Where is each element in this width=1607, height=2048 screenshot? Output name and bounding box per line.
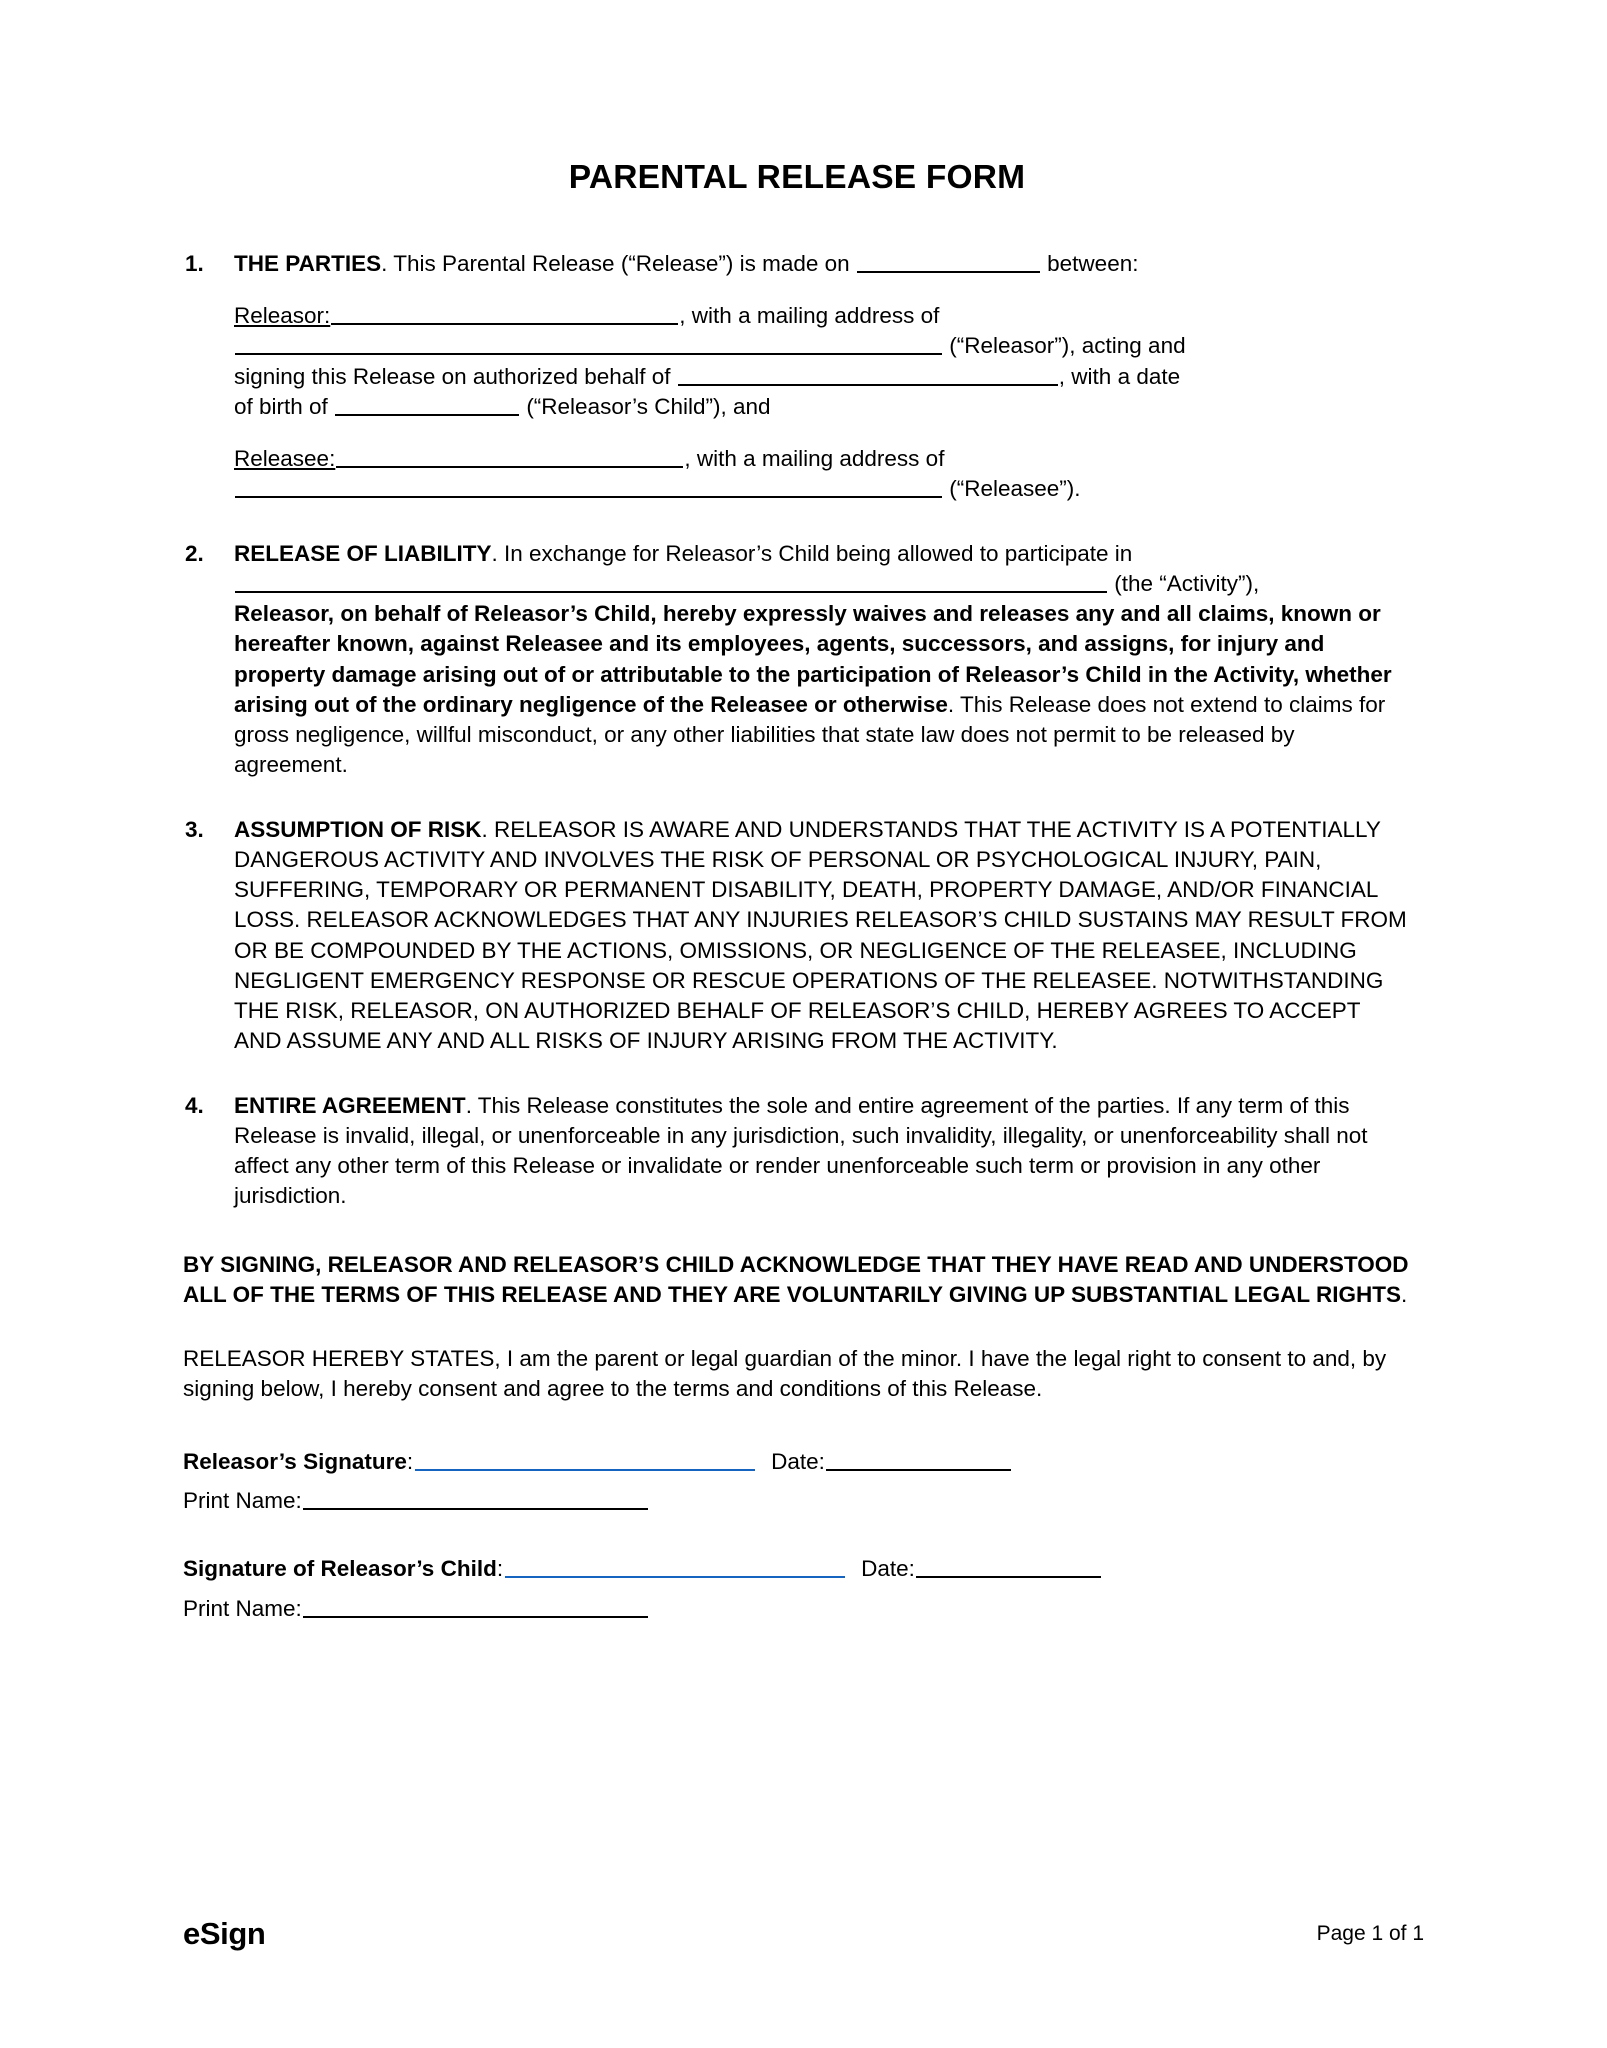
releasor-date-field[interactable] xyxy=(826,1447,1011,1471)
section-body-1 xyxy=(234,249,1411,505)
releasor-print-name-field[interactable] xyxy=(303,1487,648,1511)
child-signature-row xyxy=(183,1552,1411,1586)
section-1-heading: THE PARTIES xyxy=(234,250,382,276)
section-body-4 xyxy=(234,1091,1411,1212)
releasee-line-2-tail: (“Releasee”). xyxy=(943,476,1081,502)
section-body-3 xyxy=(234,815,1411,1057)
section-4-text: . This Release constitutes the sole and entire agreement of the parties. If any term of this Release is invalid, illegal, or unenforceable in any jurisdiction, such invalidity, illegality, or unenforceability shall not affect any other term of this Release or invalidate or render unenforceable such term or provision in any other jurisdiction. xyxy=(234,1092,1368,1209)
releasor-line-1-tail: , with a mailing address of xyxy=(679,303,940,329)
releasor-signature-field[interactable] xyxy=(415,1448,755,1471)
releasor-address-blank[interactable] xyxy=(235,332,942,356)
releasor-date-label: Date: xyxy=(771,1448,825,1474)
section-the-parties xyxy=(183,249,1411,505)
releasor-line-4-suffix: (“Releasor’s Child”), and xyxy=(520,393,771,419)
releasor-line-2-tail: (“Releasor”), acting and xyxy=(943,333,1186,359)
releasor-line-2 xyxy=(234,331,1411,361)
section-2-heading: RELEASE OF LIABILITY xyxy=(234,540,492,566)
section-4-heading: ENTIRE AGREEMENT xyxy=(234,1092,466,1118)
section-release-of-liability xyxy=(183,539,1411,781)
section-entire-agreement xyxy=(183,1091,1411,1212)
section-number-2: 2. xyxy=(185,540,204,566)
child-print-name-row xyxy=(183,1592,1411,1626)
releasor-child-name-blank[interactable] xyxy=(678,362,1058,386)
section-1-intro-tail: between: xyxy=(1040,250,1139,276)
releasor-signature-colon: : xyxy=(406,1448,414,1474)
releasor-line-4-prefix: of birth of xyxy=(234,393,335,419)
child-signature-label: Signature of Releasor’s Child xyxy=(183,1556,497,1582)
child-print-name-field[interactable] xyxy=(303,1594,648,1618)
section-1-intro-text: . This Parental Release (“Release”) is made on xyxy=(381,250,856,276)
child-signature-group xyxy=(183,1552,1411,1626)
section-number-4: 4. xyxy=(185,1092,204,1118)
child-signature-field[interactable] xyxy=(505,1556,845,1579)
releasor-signature-label: Releasor’s Signature xyxy=(183,1448,407,1474)
section-2-waiver xyxy=(234,599,1411,781)
acknowledgement-bold-period: . xyxy=(1401,1281,1408,1307)
releasor-line-1 xyxy=(234,301,1411,331)
section-2-line-1 xyxy=(234,539,1411,569)
section-number-1: 1. xyxy=(185,250,204,276)
releasor-signature-group xyxy=(183,1445,1411,1519)
esign-logo: eSign xyxy=(183,1916,266,1951)
releasee-line-1 xyxy=(234,444,1411,474)
section-2-tail: . This Release does not extend to claims for gross negligence, willful misconduct, or any other liabilities that state law does not permit to be released by agreement. xyxy=(234,691,1386,778)
releasor-line-3-suffix: , with a date xyxy=(1058,363,1181,389)
section-body-2 xyxy=(234,539,1411,781)
section-assumption-of-risk xyxy=(183,815,1411,1057)
section-2-line-2 xyxy=(234,569,1411,599)
section-1-intro xyxy=(234,249,1411,279)
releasee-line-1-tail: , with a mailing address of xyxy=(684,446,945,472)
child-signature-colon: : xyxy=(496,1556,504,1582)
child-date-label: Date: xyxy=(861,1556,915,1582)
releasor-line-3-prefix: signing this Release on authorized behalf of xyxy=(234,363,677,389)
releasor-print-name-label: Print Name: xyxy=(183,1488,302,1514)
releasor-states-statement: RELEASOR HEREBY STATES, I am the parent or legal guardian of the minor. I have the legal right to consent to and, by signing below, I hereby consent and agree to the terms and conditions of this Release. xyxy=(183,1346,1387,1402)
releasee-name-blank[interactable] xyxy=(336,444,683,468)
releasor-block xyxy=(234,301,1411,422)
child-date-field[interactable] xyxy=(916,1554,1101,1578)
releasee-address-blank[interactable] xyxy=(235,475,942,499)
section-number-3: 3. xyxy=(185,816,204,842)
acknowledgement-bold-statement xyxy=(183,1250,1411,1311)
child-dob-blank[interactable] xyxy=(335,392,519,416)
releasor-name-blank[interactable] xyxy=(331,301,678,325)
section-4-paragraph xyxy=(234,1091,1411,1212)
releasee-line-2 xyxy=(234,474,1411,504)
releasor-label: Releasor: xyxy=(234,303,331,329)
releasor-signature-row xyxy=(183,1445,1411,1479)
activity-blank[interactable] xyxy=(235,569,1107,593)
section-3-heading: ASSUMPTION OF RISK xyxy=(234,816,482,842)
releasee-block xyxy=(234,444,1411,505)
section-2-intro-text: . In exchange for Releasor’s Child being allowed to participate in xyxy=(491,540,1133,566)
section-2-activity-tail: (the “Activity”), xyxy=(1108,570,1260,596)
child-print-name-label: Print Name: xyxy=(183,1595,302,1621)
releasor-print-name-row xyxy=(183,1484,1411,1518)
date-blank-field[interactable] xyxy=(857,249,1040,273)
section-3-text: . RELEASOR IS AWARE AND UNDERSTANDS THAT THE ACTIVITY IS A POTENTIALLY DANGEROUS ACTIVITY AND INVOLVES THE RISK OF PERSONAL OR PSYCHOLOGICAL INJURY, PAIN, SUFFERING, TEMPORARY OR PERMANENT DISABILITY, DEATH, PROPERTY DAMAGE, AND/OR FINANCIAL LOSS. RELEASOR ACKNOWLEDGES THAT ANY INJURIES RELEASOR’S CHILD SUSTAINS MAY RESULT FROM OR BE COMPOUNDED BY THE ACTIONS, OMISSIONS, OR NEGLIGENCE OF THE RELEASEE, INCLUDING NEGLIGENT EMERGENCY RESPONSE OR RESCUE OPERATIONS OF THE RELEASEE. NOTWITHSTANDING THE RISK, RELEASOR, ON AUTHORIZED BEHALF OF RELEASOR’S CHILD, HEREBY AGREES TO ACCEPT AND ASSUME ANY AND ALL RISKS OF INJURY ARISING FROM THE ACTIVITY. xyxy=(234,816,1407,1054)
releasor-line-3 xyxy=(234,362,1411,392)
page-number: Page 1 of 1 xyxy=(1316,1922,1424,1945)
releasee-label: Releasee: xyxy=(234,446,336,472)
releasor-line-4 xyxy=(234,392,1411,422)
section-2-bold-waiver: Releasor, on behalf of Releasor’s Child, hereby expressly waives and releases any and all claims, known or hereafter known, against Releasee and its employees, agents, successors, and assigns, for injury and property damage arising out of or attributable to the participation of Releasor’s Child in the Activity, whether arising out of the ordinary negligence of the Releasee or otherwise xyxy=(234,601,1392,717)
page-footer xyxy=(183,1918,1424,1949)
acknowledgement-bold-text: BY SIGNING, RELEASOR AND RELEASOR’S CHILD ACKNOWLEDGE THAT THEY HAVE READ AND UNDERSTOOD ALL OF THE TERMS OF THIS RELEASE AND THEY ARE VOLUNTARILY GIVING UP SUBSTANTIAL LEGAL RIGHTS xyxy=(183,1251,1409,1307)
page-title: PARENTAL RELEASE FORM xyxy=(568,159,1026,196)
section-3-paragraph xyxy=(234,815,1411,1057)
document-content xyxy=(183,160,1411,1638)
